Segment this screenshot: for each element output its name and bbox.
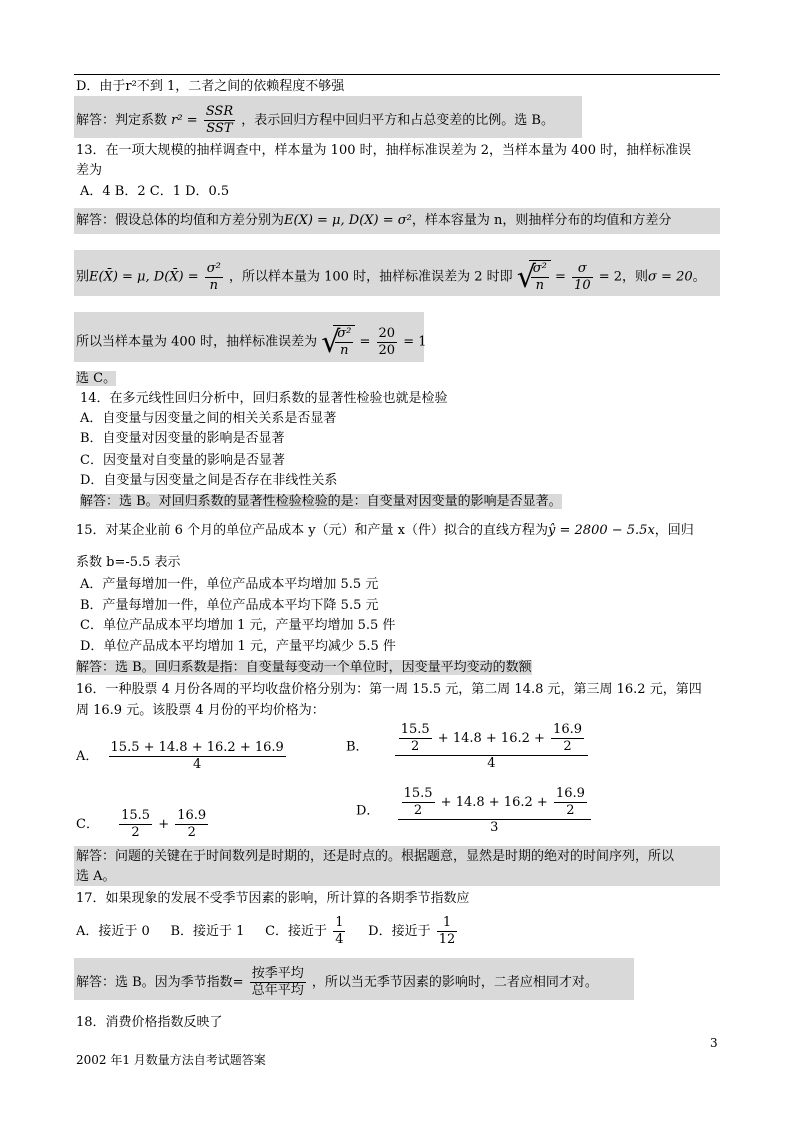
question-16-line2: 周 16.9 元。该股票 4 月份的平均价格为： bbox=[76, 703, 325, 718]
question-13-line1: 13．在一项大规模的抽样调查中，样本量为 100 时，抽样标准误差为 2，当样本量为 400 时，抽样标准误 bbox=[76, 143, 692, 158]
question-14-option-d: D．自变量与因变量之间是否存在非线性关系 bbox=[80, 473, 338, 488]
question-15-option-c: C．单位产品成本平均增加 1 元，产量平均增加 5.5 件 bbox=[80, 618, 396, 633]
question-15-option-a: A．产量每增加一件，单位产品成本平均增加 5.5 元 bbox=[80, 577, 379, 592]
question-17-options: A．接近于 0 B．接近于 1 C．接近于 $\frac{1}{4}$ D．接近于 $\frac{1}{12}$ bbox=[76, 915, 456, 947]
question-14: 14．在多元线性回归分析中，回归系数的显著性检验也就是检验 bbox=[80, 391, 448, 406]
option-d-q12: D．由于r²不到 1，二者之间的依赖程度不够强 bbox=[76, 79, 345, 94]
answer-14: 解答：选 B。对回归系数的显著性检验检验的是：自变量对因变量的影响是否显著。 bbox=[80, 494, 562, 509]
question-18: 18．消费价格指数反映了 bbox=[76, 1015, 223, 1030]
header-rule bbox=[74, 74, 720, 75]
question-15-line2: 系数 b=-5.5 表示 bbox=[76, 555, 181, 570]
question-15-line1: 15．对某企业前 6 个月的单位产品成本 y（元）和产量 x（件）拟合的直线方程为ŷ = 2800 − 5.5x，回归 bbox=[76, 523, 694, 538]
q16-option-d: D． $\frac{15.5}{2}$ + 14.8 + 16.2 + $\frac{16.9}{2}$ 3 bbox=[356, 786, 593, 836]
page-number: 3 bbox=[710, 1036, 718, 1050]
seasonal-index-fraction: $\frac{\text{按季平均}}{\text{总年平均}}$ bbox=[251, 966, 304, 998]
question-13-line2: 差为 bbox=[76, 163, 103, 178]
question-16-line1: 16．一种股票 4 月份各周的平均收盘价格分别为：第一周 15.5 元，第二周 14.8 元，第三周 16.2 元，第四 bbox=[76, 682, 702, 697]
answer-16-line1: 解答：问题的关键在于时间数列是时期的，还是时点的。根据题意，显然是时期的绝对的时间序列，所以 bbox=[76, 849, 675, 864]
answer-13-conclusion: 选 C。 bbox=[76, 371, 117, 386]
question-15-option-d: D．单位产品成本平均增加 1 元，产量平均减少 5.5 件 bbox=[80, 639, 396, 654]
question-14-option-b: B．自变量对因变量的影响是否显著 bbox=[80, 431, 285, 446]
question-13-options: A．4 B．2 C．1 D．0.5 bbox=[80, 184, 230, 199]
q16-option-c: C． $\frac{15.5}{2}$ + $\frac{16.9}{2}$ bbox=[76, 808, 207, 840]
q16-option-b: B． $\frac{15.5}{2}$ + 14.8 + 16.2 + $\frac{16.9}{2}$ 4 bbox=[346, 722, 590, 772]
question-14-option-a: A．自变量与因变量之间的相关关系是否显著 bbox=[80, 411, 337, 426]
question-15-option-b: B．产量每增加一件，单位产品成本平均下降 5.5 元 bbox=[80, 598, 379, 613]
answer-13-line2: 别E(X̄) = μ, D(X̄) = $\frac{\text{σ²}}{n}$ ，所以样本量为 100 时，抽样标准误差为 2 时即 √ $\frac{\text{σ²}}{n}$ = $\frac{\sigma}{10}$ = 2，则σ = 20。 bbox=[76, 260, 706, 295]
answer-13-line1: 解答：假设总体的均值和方差分别为E(X) = μ, D(X) = σ²，样本容量为 n，则抽样分布的均值和方差分 bbox=[76, 213, 672, 228]
answer-15: 解答：选 B。回归系数是指：自变量每变动一个单位时，因变量平均变动的数额 bbox=[76, 660, 532, 675]
answer-16-line2: 选 A。 bbox=[76, 869, 116, 884]
answer-13-line3: 所以当样本量为 400 时，抽样标准误差为 √ $\frac{\text{σ²}}{n}$ = $\frac{20}{20}$ = 1 bbox=[76, 325, 427, 360]
question-14-option-c: C．因变量对自变量的影响是否显著 bbox=[80, 453, 285, 468]
question-17: 17．如果现象的发展不受季节因素的影响，所计算的各期季节指数应 bbox=[76, 891, 470, 906]
answer-12: 解答：判定系数 r² = $\frac{\text{SSR}}{\text{SST}}$ ，表示回归方程中回归平方和占总变差的比例。选 B。 bbox=[76, 104, 554, 136]
ssr-over-sst: $\frac{\text{SSR}}{\text{SST}}$ bbox=[205, 104, 234, 136]
page-footer: 2002 年1 月数量方法自考试题答案 bbox=[76, 1053, 266, 1067]
answer-17: 解答：选 B。因为季节指数= $\frac{\text{按季平均}}{\text{总年平均}}$ ，所以当无季节因素的影响时，二者应相同才对。 bbox=[76, 966, 598, 998]
q16-option-a: A． $\frac{15.5 + 14.8 + 16.2 + 16.9}{4}$ bbox=[76, 740, 284, 772]
sqrt-sigma2-n: √ $\frac{\text{σ²}}{n}$ bbox=[517, 260, 551, 294]
